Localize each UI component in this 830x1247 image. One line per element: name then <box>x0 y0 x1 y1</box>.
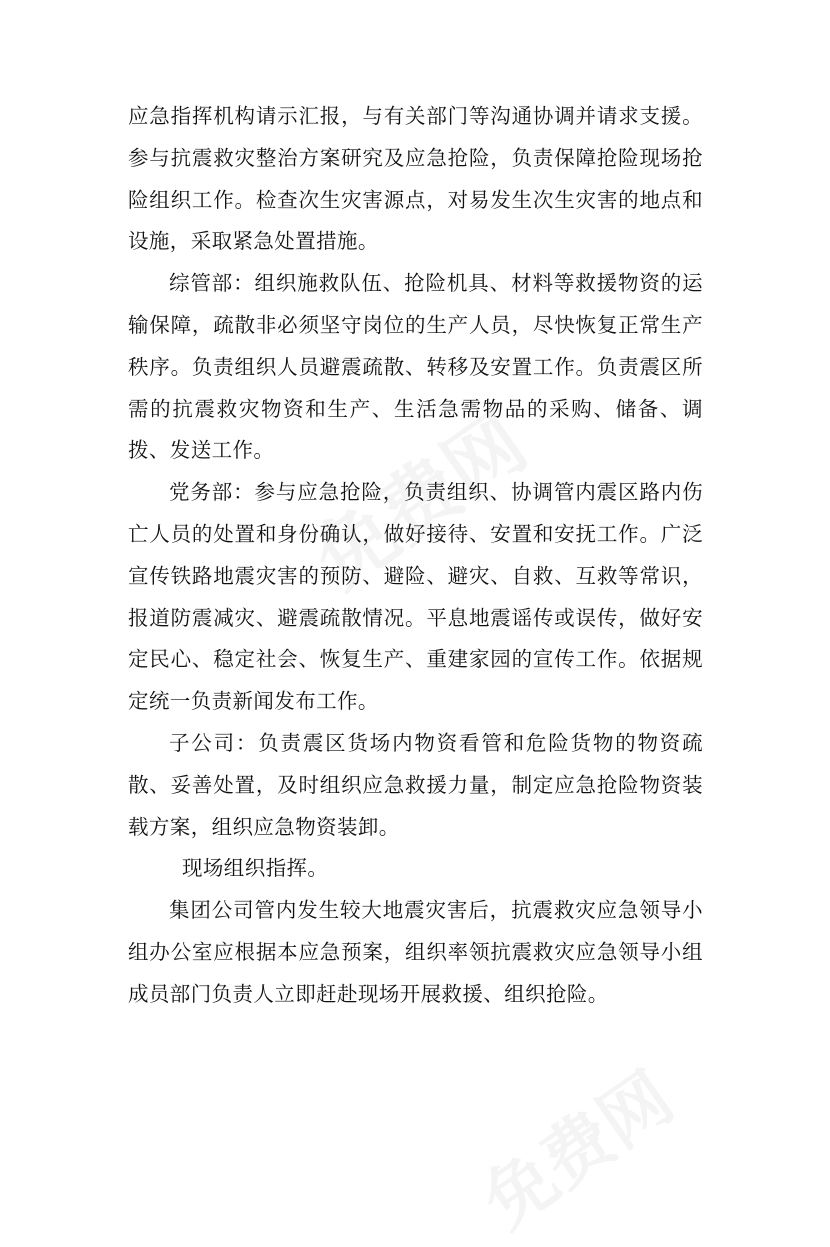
watermark <box>460 1044 690 1247</box>
document-body <box>128 96 703 1016</box>
paragraph-subsidiary: 子公司：负责震区货场内物资看管和危险货物的物资疏散、妥善处置，及时组织应急救援力量，制定应急抢险物资装载方案，组织应急物资装卸。 <box>128 730 703 839</box>
paragraph-emergency-report: 应急指挥机构请示汇报，与有关部门等沟通协调并请求支援。参与抗震救灾整治方案研究及应急抢险，负责保障抢险现场抢险组织工作。检查次生灾害源点，对易发生次生灾害的地点和设施，采取紧急处置措施。 <box>128 104 703 254</box>
paragraph-onsite-command: 集团公司管内发生较大地震灾害后，抗震救灾应急领导小组办公室应根据本应急预案，组织率领抗震救灾应急领导小组成员部门负责人立即赶赴现场开展救援、组织抢险。 <box>128 898 703 1006</box>
paragraph-party-affairs-dept: 党务部：参与应急抢险，负责组织、协调管内震区路内伤亡人员的处置和身份确认，做好接待、安置和安抚工作。广泛宣传铁路地震灾害的预防、避险、避灾、自救、互救等常识，报道防震减灾、避震疏散情况。平息地震谣传或误传，做好安定民心、稳定社会、恢复生产、重建家园的宣传工作。依据规定统一负责新闻发布工作。 <box>128 480 703 714</box>
paragraph-general-management-dept: 综管部：组织施救队伍、抢险机具、材料等救援物资的运输保障，疏散非必须坚守岗位的生产人员，尽快恢复正常生产秩序。负责组织人员避震疏散、转移及安置工作。负责震区所需的抗震救灾物资和生产、生活急需物品的采购、储备、调拨、发送工作。 <box>128 271 703 463</box>
section-heading-onsite-command: 现场组织指挥。 <box>182 856 329 881</box>
